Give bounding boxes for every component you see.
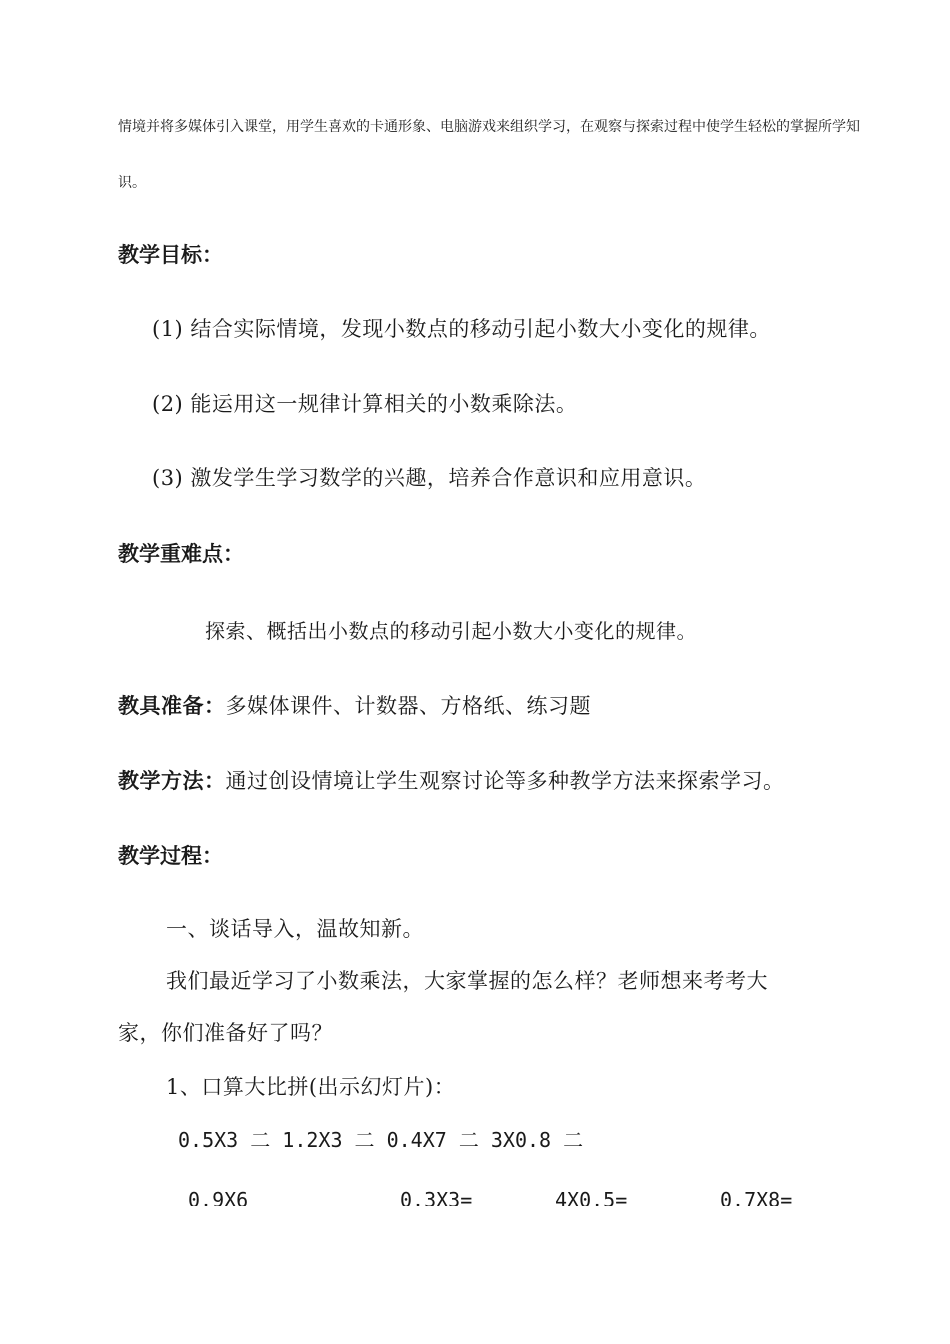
methods-line bbox=[118, 765, 785, 795]
intro-line-1: 情境并将多媒体引入课堂，用学生喜欢的卡通形象、电脑游戏来组织学习，在观察与探索过程中使学生轻松的掌握所学知 bbox=[118, 119, 860, 135]
process-paragraph-line-1: 我们最近学习了小数乘法，大家掌握的怎么样？老师想来考考大 bbox=[166, 969, 768, 993]
objective-item-2: (2) 能运用这一规律计算相关的小数乘除法。 bbox=[152, 392, 578, 416]
objective-item-1: (1) 结合实际情境，发现小数点的移动引起小数大小变化的规律。 bbox=[152, 317, 771, 341]
objective-item-3: (3) 激发学生学习数学的兴趣，培养合作意识和应用意识。 bbox=[152, 466, 707, 490]
process-heading: 教学过程： bbox=[118, 844, 223, 868]
methods-label: 教学方法： bbox=[118, 769, 226, 793]
materials-label: 教具准备： bbox=[118, 694, 226, 718]
materials-text: 多媒体课件、计数器、方格纸、练习题 bbox=[225, 694, 591, 718]
methods-text: 通过创设情境让学生观察讨论等多种教学方法来探索学习。 bbox=[225, 769, 785, 793]
key-points-heading: 教学重难点： bbox=[118, 542, 244, 566]
calc-row-2-cell: 0.9X6 bbox=[188, 1188, 249, 1206]
key-points-text: 探索、概括出小数点的移动引起小数大小变化的规律。 bbox=[205, 619, 697, 643]
intro-line-2: 识。 bbox=[118, 175, 146, 191]
process-item-1: 1、口算大比拼(出示幻灯片)： bbox=[166, 1075, 456, 1099]
process-section-1: 一、谈话导入，温故知新。 bbox=[166, 917, 424, 941]
process-paragraph-line-2: 家，你们准备好了吗？ bbox=[118, 1021, 333, 1045]
calc-row-1: 0.5X3 二 1.2X3 二 0.4X7 二 3X0.8 二 bbox=[178, 1128, 584, 1152]
calc-row-2-cell: 0.7X8= bbox=[720, 1188, 793, 1206]
calc-row-2-cell: 4X0.5= bbox=[555, 1188, 628, 1206]
materials-line bbox=[118, 690, 591, 720]
calc-row-2-cell: 0.3X3= bbox=[400, 1188, 473, 1206]
calc-row-2 bbox=[0, 1180, 950, 1206]
objectives-heading: 教学目标： bbox=[118, 243, 223, 267]
